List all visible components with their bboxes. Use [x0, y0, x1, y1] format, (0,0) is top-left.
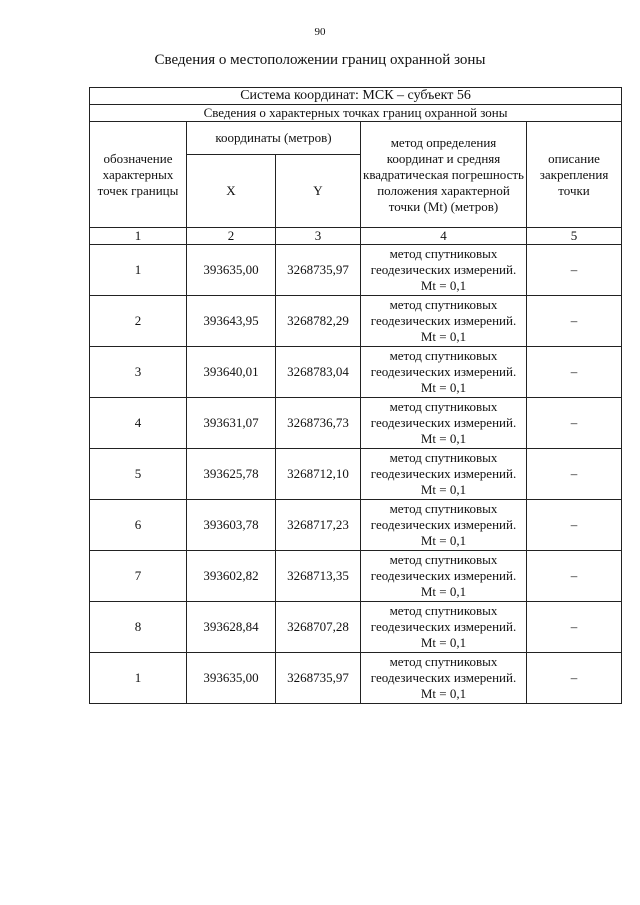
point-cell: 8	[90, 602, 187, 653]
table-row	[90, 653, 622, 704]
description-cell: –	[527, 296, 622, 347]
x-coordinate-cell: 393640,01	[187, 347, 276, 398]
coordinate-system-cell: Система координат: МСК – субъект 56	[90, 88, 622, 105]
x-coordinate-cell: 393602,82	[187, 551, 276, 602]
table-row	[90, 398, 622, 449]
description-cell: –	[527, 500, 622, 551]
description-cell: –	[527, 551, 622, 602]
description-cell: –	[527, 245, 622, 296]
point-cell: 5	[90, 449, 187, 500]
point-cell: 7	[90, 551, 187, 602]
method-cell: метод спутниковых геодезических измерений. Mt = 0,1	[361, 296, 527, 347]
x-coordinate-cell: 393643,95	[187, 296, 276, 347]
table-row	[90, 347, 622, 398]
point-cell: 1	[90, 245, 187, 296]
x-coordinate-cell: 393631,07	[187, 398, 276, 449]
point-cell: 6	[90, 500, 187, 551]
description-cell: –	[527, 602, 622, 653]
point-cell: 3	[90, 347, 187, 398]
method-cell: метод спутниковых геодезических измерений. Mt = 0,1	[361, 551, 527, 602]
column-number: 2	[187, 228, 276, 245]
y-coordinate-cell: 3268736,73	[276, 398, 361, 449]
y-coordinate-cell: 3268735,97	[276, 653, 361, 704]
table-row	[90, 449, 622, 500]
method-cell: метод спутниковых геодезических измерений. Mt = 0,1	[361, 245, 527, 296]
x-coordinate-cell: 393625,78	[187, 449, 276, 500]
method-cell: метод спутниковых геодезических измерений. Mt = 0,1	[361, 653, 527, 704]
column-number: 1	[90, 228, 187, 245]
column-numbers-row	[90, 228, 622, 245]
y-coordinate-cell: 3268713,35	[276, 551, 361, 602]
y-coordinate-cell: 3268712,10	[276, 449, 361, 500]
header-designation: обозначение характерных точек границы	[90, 122, 187, 228]
table-caption-row	[90, 105, 622, 122]
y-coordinate-cell: 3268735,97	[276, 245, 361, 296]
method-cell: метод спутниковых геодезических измерений. Mt = 0,1	[361, 500, 527, 551]
y-coordinate-cell: 3268783,04	[276, 347, 361, 398]
header-row-top	[90, 122, 622, 155]
description-cell: –	[527, 653, 622, 704]
table-row	[90, 551, 622, 602]
table-row	[90, 602, 622, 653]
method-cell: метод спутниковых геодезических измерений. Mt = 0,1	[361, 602, 527, 653]
x-coordinate-cell: 393635,00	[187, 245, 276, 296]
header-description: описание закрепления точки	[527, 122, 622, 228]
header-method: метод определения координат и средняя квадратическая погрешность положения характерной точки (Mt) (метров)	[361, 122, 527, 228]
column-number: 3	[276, 228, 361, 245]
y-coordinate-cell: 3268782,29	[276, 296, 361, 347]
x-coordinate-cell: 393628,84	[187, 602, 276, 653]
description-cell: –	[527, 449, 622, 500]
column-number: 4	[361, 228, 527, 245]
table-row	[90, 500, 622, 551]
point-cell: 1	[90, 653, 187, 704]
table-row	[90, 296, 622, 347]
x-coordinate-cell: 393635,00	[187, 653, 276, 704]
method-cell: метод спутниковых геодезических измерений. Mt = 0,1	[361, 449, 527, 500]
page-number: 90	[314, 26, 326, 38]
boundary-points-table	[89, 87, 622, 704]
column-number: 5	[527, 228, 622, 245]
header-x: X	[187, 155, 276, 228]
document-title: Сведения о местоположении границ охранной зоны	[154, 52, 486, 68]
header-coordinates: координаты (метров)	[187, 122, 361, 155]
point-cell: 2	[90, 296, 187, 347]
y-coordinate-cell: 3268707,28	[276, 602, 361, 653]
header-y: Y	[276, 155, 361, 228]
x-coordinate-cell: 393603,78	[187, 500, 276, 551]
table-caption-cell: Сведения о характерных точках границ охранной зоны	[90, 105, 622, 122]
table-row	[90, 245, 622, 296]
point-cell: 4	[90, 398, 187, 449]
y-coordinate-cell: 3268717,23	[276, 500, 361, 551]
description-cell: –	[527, 347, 622, 398]
method-cell: метод спутниковых геодезических измерений. Mt = 0,1	[361, 398, 527, 449]
description-cell: –	[527, 398, 622, 449]
coordinate-system-row	[90, 88, 622, 105]
method-cell: метод спутниковых геодезических измерений. Mt = 0,1	[361, 347, 527, 398]
